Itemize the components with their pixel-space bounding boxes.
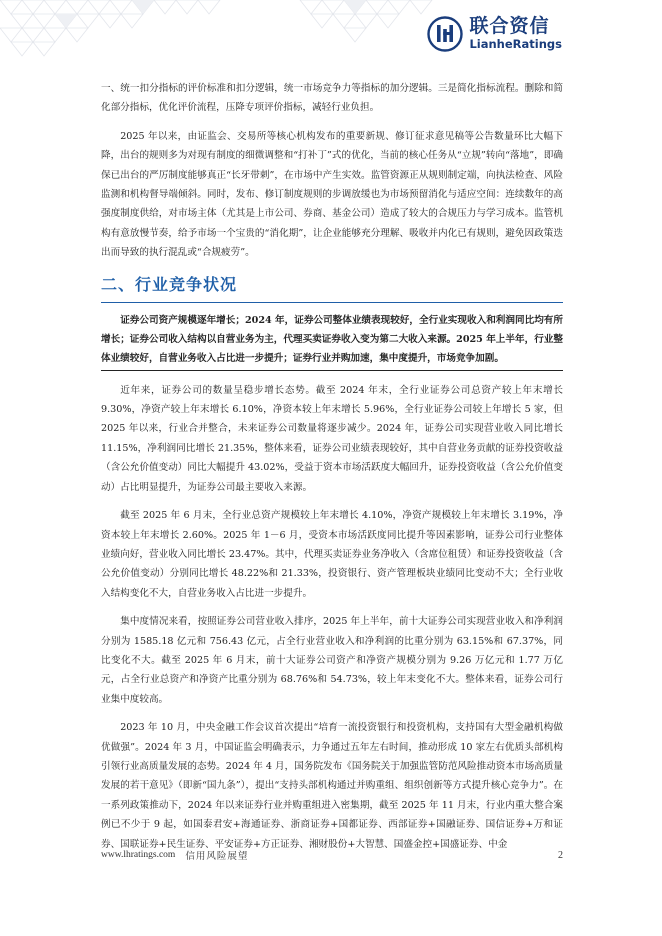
footer-slogan: 信用风险展望	[185, 851, 249, 862]
page-number: 2	[558, 849, 563, 861]
company-logo	[427, 16, 562, 52]
page-footer	[101, 848, 563, 862]
body-paragraph: 2025 年以来，由证监会、交易所等核心机构发布的重要新规、修订征求意见稿等公告数量环比大幅下降，出台的规则多为对现有制度的细微调整和“打补丁”式的优化，当前的核心任务从“立规”转向“落地”，即确保已出台的严厉制度能够真正“长牙带刺”，在市场中产生实效。监管资源正从规则制定端，向执法检查、风险监测和机构督导端倾斜。同时，发布、修订制度规则的步调放缓也为市场预留消化与适应空间：连续数年的高强度制度供给，对市场主体（尤其是上市公司、券商、基金公司）造成了较大的合规压力与学习成本。监管机构有意放慢节奏，给予市场一个宝贵的“消化期”，让企业能够充分理解、吸收并内化已有规则，避免因政策迭出而导致的执行混乱或“合规疲劳”。	[101, 130, 563, 259]
body-paragraph: 一、统一扣分指标的评价标准和扣分逻辑，统一市场竞争力等指标的加分逻辑。三是简化指标流程。删除和简化部分指标，优化评价流程，压降专项评价指标，减轻行业负担。	[101, 83, 563, 114]
section-heading: 二、行业竞争状况	[101, 272, 563, 303]
logo-english-name: LianheRatings	[469, 37, 562, 52]
body-paragraph: 近年来，证券公司的数量呈稳步增长态势。截至 2024 年末，全行业证券公司总资产较上年末增长 9.30%，净资产较上年末增长 6.10%，净资本较上年末增长 5.96%，全行业证券公司较上年增长 5 家，但 2025 年以来，行业合并整合，未来证券公司数量将逐步减少。2024 年，证券公司实现营业收入同比增长 11.15%，净利润同比增长 21.35%，整体来看，证券公司业绩表现较好，其中自营业务贡献的证券投资收益（含公允价值变动）同比大幅提升 43.02%，受益于资本市场活跃度大幅回升，证券投资收益（含公允价值变动）占比明显提升，为证券公司最主要收入来源。	[101, 384, 563, 493]
header-decoration	[0, 0, 662, 60]
footer-website-link[interactable]: www.lhratings.com	[101, 850, 176, 860]
body-paragraph: 截至 2025 年 6 月末，全行业总资产规模较上年末增长 4.10%，净资产规模较上年末增长 3.19%，净资本较上年末增长 2.60%。2025 年 1－6 月，受资本市场活跃度同比提升等因素影响，证券公司行业整体业绩向好，营业收入同比增长 23.47%。其中，代理买卖证券业务净收入（含席位租赁）和证券投资收益（含公允价值变动）分别同比增长 48.22%和 21.33%，投资银行、资产管理板块业绩同比变动不大；全行业收入结构变化不大，自营业务收入占比进一步提升。	[101, 510, 563, 599]
body-paragraph: 集中度情况来看，按照证券公司营业收入排序，2025 年上半年，前十大证券公司实现营业收入和净利润分别为 1585.18 亿元和 756.43 亿元，占全行业营业收入和净利润的比重分别为 63.15%和 67.37%，同比变化不大。截至 2025 年 6 月末，前十大证券公司资产和净资产规模分别为 9.26 万亿元和 1.77 万亿元，占全行业总资产和净资产比重分别为 68.76%和 54.73%，较上年末变化不大。整体来看，证券公司行业集中度较高。	[101, 616, 563, 705]
header-triangle-pattern	[0, 0, 662, 60]
document-body	[101, 79, 563, 863]
logo-chinese-name: 联合资信	[469, 15, 550, 38]
section-summary: 证券公司资产规模逐年增长；2024 年，证券公司整体业绩表现较好，全行业实现收入和利润同比均有所增长；证券公司收入结构以自营业务为主，代理买卖证券收入变为第二大收入来源。2025 年上半年，行业整体业绩较好，自营业务收入占比进一步提升；证券行业并购加速，集中度提升，市场竞争加剧。	[101, 311, 563, 371]
body-paragraph: 2023 年 10 月，中央金融工作会议首次提出“培育一流投资银行和投资机构，支持国有大型金融机构做优做强”。2024 年 3 月，中国证监会明确表示，力争通过五年左右时间，推动形成 10 家左右优质头部机构引领行业高质量发展的态势。2024 年 4 月，国务院发布《国务院关于加强监管防范风险推动资本市场高质量发展的若干意见》（即新“国九条”），提出“支持头部机构通过并购重组、组织创新等方式提升核心竞争力”。在一系列政策推动下，2024 年以来证券行业并购重组进入密集期，截至 2025 年 11 月末，行业内重大整合案例已不少于 9 起，如国泰君安+海通证券、浙商证券+国都证券、西部证券+国融证券、国信证券+万和证券、国联证券+民生证券、平安证券+方正证券、湘财股份+大智慧、国盛金控+国盛证券、中金	[101, 722, 563, 850]
lianhe-logo-icon	[427, 16, 463, 52]
